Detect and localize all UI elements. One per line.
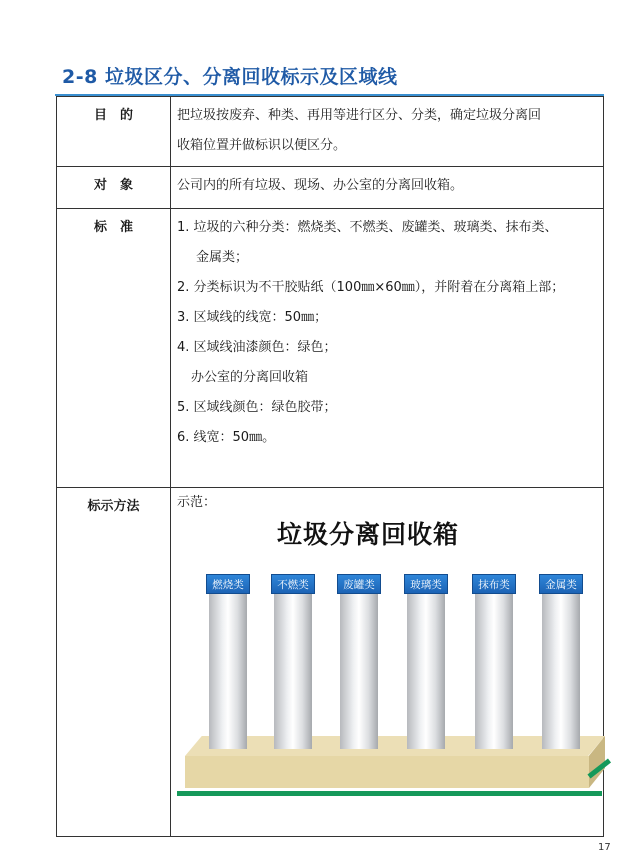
bin-label: 燃烧类 [206, 574, 250, 594]
page-number: 17 [598, 842, 611, 853]
bin-label: 抹布类 [472, 574, 516, 594]
demo-label: 示范： [177, 495, 217, 510]
bin-burnable [209, 574, 247, 749]
standard-label: 标 准 [57, 209, 171, 488]
row-target [57, 167, 604, 209]
bin-body [209, 584, 247, 749]
standard-item: 6. 线宽：50㎜。 [177, 430, 276, 445]
zone-line [177, 791, 602, 796]
purpose-label: 目 的 [57, 97, 171, 167]
bin-metal [542, 574, 580, 749]
standard-item: 5. 区域线颜色：绿色胶带； [177, 400, 337, 415]
row-standard [57, 209, 604, 488]
page-title: 2-8 垃圾区分、分离回收标示及区域线 [62, 66, 398, 88]
standard-item: 1. 垃圾的六种分类：燃烧类、不燃类、废罐类、玻璃类、抹布类、 [177, 220, 558, 235]
platform-front [185, 756, 589, 788]
standard-subheading: 办公室的分离回收箱 [191, 370, 309, 385]
row-purpose [57, 97, 604, 167]
purpose-line: 收箱位置并做标识以便区分。 [177, 138, 347, 153]
purpose-line: 把垃圾按废弃、种类、再用等进行区分、分类，确定垃圾分离回 [177, 108, 542, 123]
bin-glass [407, 574, 445, 749]
standard-item: 3. 区域线的线宽：50㎜； [177, 310, 328, 325]
bin-cans [340, 574, 378, 749]
standard-content [171, 209, 604, 488]
standard-item: 金属类； [196, 250, 249, 265]
bin-body [340, 584, 378, 749]
bin-body [475, 584, 513, 749]
bin-rags [475, 574, 513, 749]
standard-item: 2. 分类标识为不干胶贴纸（100㎜×60㎜），并附着在分离箱上部； [177, 280, 565, 295]
demo-title: 垃圾分离回收箱 [277, 520, 460, 549]
bin-body [542, 584, 580, 749]
target-label: 对 象 [57, 167, 171, 209]
method-label: 标示方法 [57, 488, 171, 837]
bin-label: 不燃类 [271, 574, 315, 594]
purpose-content [171, 97, 604, 167]
bin-nonburnable [274, 574, 312, 749]
bin-label: 废罐类 [337, 574, 381, 594]
demo-illustration [177, 514, 613, 832]
target-content: 公司内的所有垃圾、现场、办公室的分离回收箱。 [171, 167, 604, 209]
bin-label: 玻璃类 [404, 574, 448, 594]
bin-label: 金属类 [539, 574, 583, 594]
standard-item: 4. 区域线油漆颜色：绿色； [177, 340, 337, 355]
row-method [57, 488, 604, 837]
bin-body [274, 584, 312, 749]
spec-table [56, 96, 604, 837]
bin-body [407, 584, 445, 749]
method-content [171, 488, 604, 837]
